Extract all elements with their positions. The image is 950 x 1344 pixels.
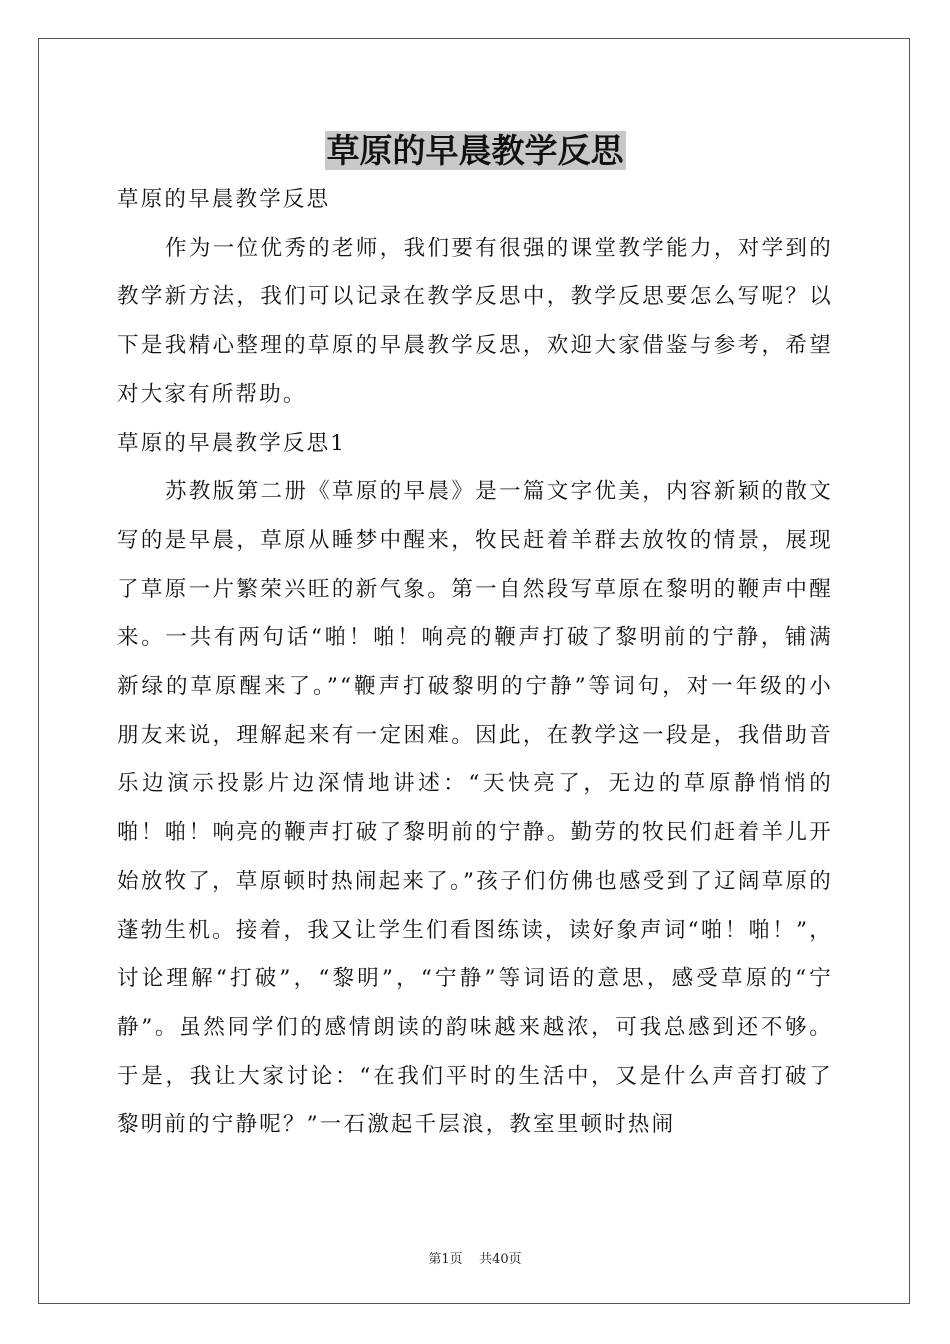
document-title [0,128,950,174]
page-footer [0,1248,950,1267]
document-subtitle: 草原的早晨教学反思 [117,187,331,212]
section-paragraph: 苏教版第二册《草原的早晨》是一篇文字优美，内容新颖的散文写的是早晨，草原从睡梦中醒来，牧民赶着羊群去放牧的情景，展现了草原一片繁荣兴旺的新气象。第一自然段写草原在黎明的鞭声中醒来。一共有两句话“啪！啪！响亮的鞭声打破了黎明前的宁静，铺满新绿的草原醒来了。”“鞭声打破黎明的宁静”等词句，对一年级的小朋友来说，理解起来有一定困难。因此，在教学这一段是，我借助音乐边演示投影片边深情地讲述：“天快亮了，无边的草原静悄悄的啪！啪！响亮的鞭声打破了黎明前的宁静。勤劳的牧民们赶着羊儿开始放牧了，草原顿时热闹起来了。”孩子们仿佛也感受到了辽阔草原的蓬勃生机。接着，我又让学生们看图练读，读好象声词“啪！啪！”，讨论理解“打破”，“黎明”，“宁静”等词语的意思，感受草原的“宁静”。虽然同学们的感情朗读的韵味越来越浓，可我总感到还不够。于是，我让大家讨论：“在我们平时的生活中，又是什么声音打破了黎明前的宁静呢？”一石激起千层浪，教室里顿时热闹 [117,479,833,1138]
document-title-text: 草原的早晨教学反思 [326,131,624,170]
document-body [117,176,833,1150]
section-heading: 草原的早晨教学反思1 [117,430,347,456]
page-number: 第1页 共40页 [428,1252,522,1267]
intro-paragraph: 作为一位优秀的老师，我们要有很强的课堂教学能力，对学到的教学新方法，我们可以记录在教学反思中，教学反思要怎么写呢？以下是我精心整理的草原的早晨教学反思，欢迎大家借鉴与参考，希望对大家有所帮助。 [117,235,833,407]
